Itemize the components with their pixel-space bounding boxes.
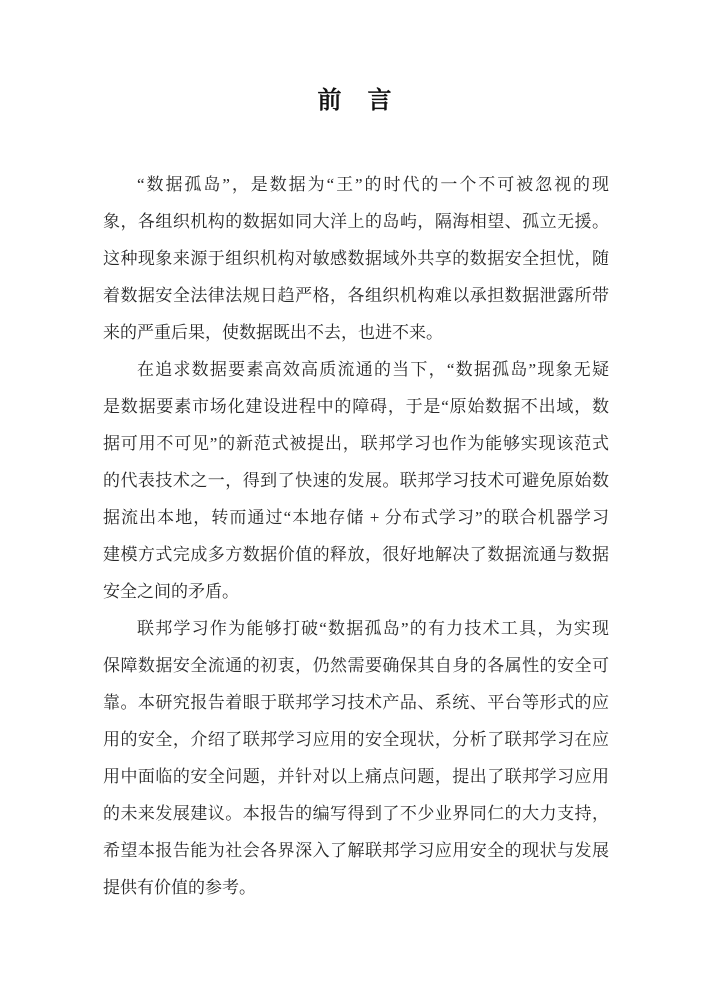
paragraph-3-line-4: 用的安全，介绍了联邦学习应用的安全现状，分析了联邦学习在应: [103, 730, 609, 749]
paragraph-1-line-5: 来的严重后果，使数据既出不去，也进不来。: [103, 323, 443, 342]
page-title: 前 言: [317, 86, 393, 114]
paragraph-2-line-1: 在追求数据要素高效高质流通的当下，“数据孤岛”现象无疑: [137, 360, 609, 379]
document-body: [103, 166, 609, 906]
paragraph-3-line-7: 希望本报告能为社会各界深入了解联邦学习应用安全的现状与发展: [103, 841, 609, 860]
paragraph-2-line-6: 建模方式完成多方数据价值的释放，很好地解决了数据流通与数据: [103, 545, 609, 564]
paragraph-2-line-5: 据流出本地，转而通过“本地存储 + 分布式学习”的联合机器学习: [103, 508, 609, 527]
paragraph-3-line-6: 的未来发展建议。本报告的编写得到了不少业界同仁的大力支持，: [103, 804, 609, 823]
paragraph-2-line-4: 的代表技术之一，得到了快速的发展。联邦学习技术可避免原始数: [103, 471, 609, 490]
paragraph-1-line-4: 着数据安全法律法规日趋严格，各组织机构难以承担数据泄露所带: [103, 286, 609, 305]
paragraph-2-line-2: 是数据要素市场化建设进程中的障碍，于是“原始数据不出域，数: [103, 397, 609, 416]
paragraph-3-line-1: 联邦学习作为能够打破“数据孤岛”的有力技术工具，为实现: [137, 619, 609, 638]
paragraph-3-line-2: 保障数据安全流通的初衷，仍然需要确保其自身的各属性的安全可: [103, 656, 609, 675]
paragraph-3-line-3: 靠。本研究报告着眼于联邦学习技术产品、系统、平台等形式的应: [103, 693, 609, 712]
paragraph-3-line-8: 提供有价值的参考。: [103, 878, 256, 897]
paragraph-2-line-7: 安全之间的矛盾。: [103, 582, 239, 601]
paragraph-1-line-3: 这种现象来源于组织机构对敏感数据域外共享的数据安全担忧，随: [103, 249, 609, 268]
paragraph-1-line-1: “数据孤岛”，是数据为“王”的时代的一个不可被忽视的现: [137, 175, 609, 194]
paragraph-2-line-3: 据可用不可见”的新范式被提出，联邦学习也作为能够实现该范式: [103, 434, 609, 453]
paragraph-3-line-5: 用中面临的安全问题，并针对以上痛点问题，提出了联邦学习应用: [103, 767, 609, 786]
paragraph-1-line-2: 象，各组织机构的数据如同大洋上的岛屿，隔海相望、孤立无援。: [103, 212, 609, 231]
